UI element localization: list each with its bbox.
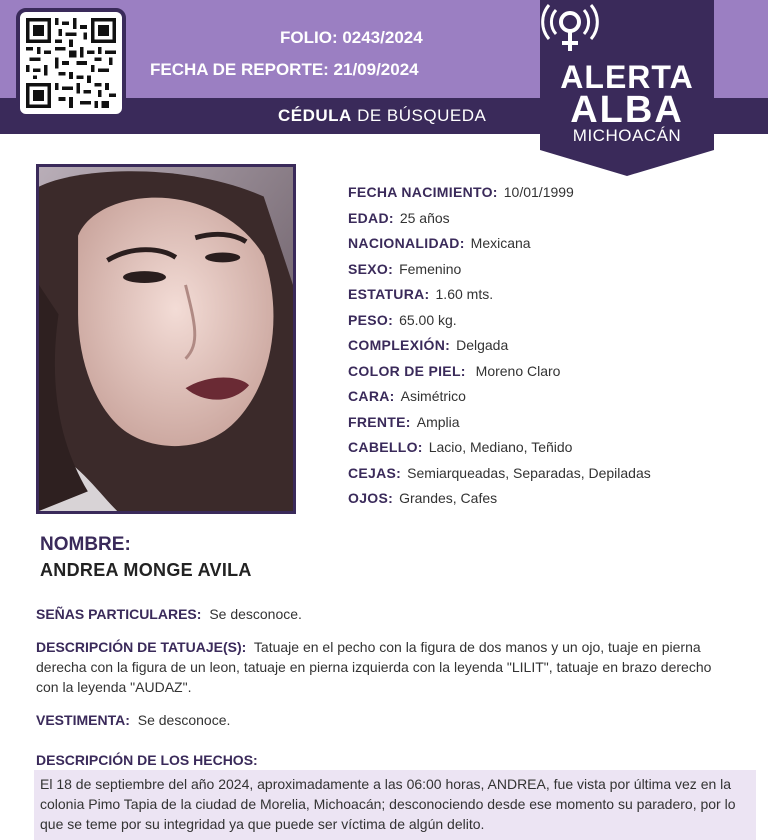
- field-value: 25 años: [399, 209, 450, 226]
- field-nationality: [348, 235, 531, 251]
- field-label: CARA:: [348, 388, 395, 404]
- female-signal-icon: [540, 0, 600, 60]
- field-label: FRENTE:: [348, 413, 411, 430]
- field-label: COLOR DE PIEL:: [348, 362, 466, 379]
- report-date: FECHA DE REPORTE: 21/09/2024: [150, 60, 419, 79]
- field-skin-color: [348, 363, 560, 379]
- field-sex: [348, 261, 461, 277]
- field-value: 10/01/1999: [503, 184, 574, 200]
- section-value: Se desconoce.: [209, 606, 302, 622]
- field-label: CABELLO:: [348, 439, 423, 455]
- person-photo: [36, 164, 296, 514]
- name-label: NOMBRE:: [40, 534, 131, 555]
- field-label: OJOS:: [348, 490, 394, 506]
- field-value: Mexicana: [470, 235, 531, 251]
- field-label: COMPLEXIÓN:: [348, 337, 451, 353]
- field-label: FECHA NACIMIENTO:: [348, 184, 498, 200]
- facts-label: DESCRIPCIÓN DE LOS HECHOS:: [36, 752, 258, 768]
- field-label: CEJAS:: [348, 464, 402, 481]
- field-value: Moreno Claro: [471, 362, 561, 379]
- field-height: [348, 286, 493, 302]
- distinguishing-marks: [36, 604, 736, 624]
- field-eyebrows: [348, 465, 651, 481]
- qr-code-icon: [26, 18, 116, 108]
- person-name: ANDREA MONGE AVILA: [40, 560, 252, 580]
- field-label: SEXO:: [348, 260, 394, 277]
- field-value: Delgada: [456, 337, 509, 353]
- tattoo-description: [36, 637, 736, 697]
- portrait-image: [39, 167, 293, 511]
- field-label: ESTATURA:: [348, 286, 430, 302]
- field-label: EDAD:: [348, 209, 394, 226]
- section-value: Tatuaje en el pecho con la figura de dos manos y un ojo, tuaje en pierna derecha con la figura de un leon, tatuaje en pierna izquierda con la leyenda "LILIT", tatuaje en brazo derecho con la leyenda "AUDAZ".: [36, 639, 712, 695]
- page-title: [278, 106, 486, 126]
- field-weight: [348, 312, 457, 328]
- field-value: 1.60 mts.: [435, 286, 494, 302]
- field-hair: [348, 439, 572, 455]
- badge-region: MICHOACÁN: [572, 126, 682, 145]
- section-value: Se desconoce.: [137, 712, 231, 728]
- alerta-alba-badge: [540, 0, 714, 176]
- title-rest: DE BÚSQUEDA: [351, 106, 487, 125]
- field-value: Femenino: [399, 260, 462, 277]
- section-label: VESTIMENTA:: [36, 712, 130, 728]
- field-label: NACIONALIDAD:: [348, 235, 465, 251]
- qr-code[interactable]: [16, 8, 126, 118]
- field-value: Amplia: [416, 413, 460, 430]
- section-label: SEÑAS PARTICULARES:: [36, 606, 202, 622]
- field-value: Grandes, Cafes: [399, 490, 498, 506]
- field-age: [348, 210, 450, 226]
- field-value: Asimétrico: [400, 388, 466, 404]
- field-value: 65.00 kg.: [399, 311, 457, 328]
- field-face: [348, 388, 466, 404]
- field-value: Lacio, Mediano, Teñido: [428, 439, 573, 455]
- field-birthdate: [348, 184, 574, 200]
- field-label: PESO:: [348, 311, 394, 328]
- field-eyes: [348, 490, 497, 506]
- badge-alba: ALBA: [570, 89, 684, 131]
- section-label: DESCRIPCIÓN DE TATUAJE(S):: [36, 639, 247, 655]
- field-build: [348, 337, 508, 353]
- field-forehead: [348, 414, 460, 430]
- badge-alerta: ALERTA: [560, 59, 694, 95]
- facts-description: El 18 de septiembre del año 2024, aproximadamente a las 06:00 horas, ANDREA, fue vista por última vez en la colonia Pimo Tapia de la ciudad de Morelia, Michoacán; desconociendo desde ese momento su paradero, por lo que se teme por su integridad ya que puede ser víctima de algún delito.: [34, 770, 756, 840]
- clothing: [36, 710, 736, 730]
- title-strong: CÉDULA: [278, 106, 352, 125]
- field-value: Semiarqueadas, Separadas, Depiladas: [407, 464, 651, 481]
- folio: FOLIO: 0243/2024: [280, 28, 423, 47]
